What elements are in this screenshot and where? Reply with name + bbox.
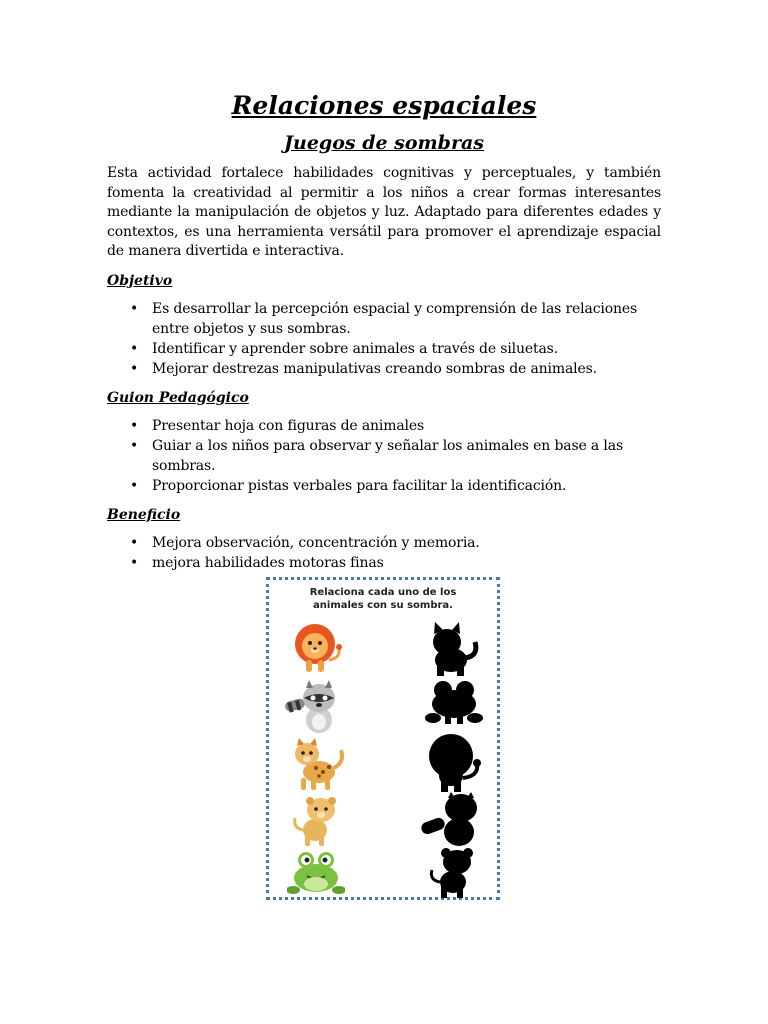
bullet-icon: • — [130, 437, 139, 454]
bullet-icon: • — [130, 360, 139, 377]
list-item-text: Presentar hoja con figuras de animales — [152, 417, 425, 434]
bullet-list — [107, 416, 661, 496]
lion-icon — [289, 620, 345, 676]
bullet-icon: • — [130, 417, 139, 434]
list-item — [107, 553, 661, 573]
raccoon-icon — [285, 680, 343, 736]
frog-shadow-icon — [425, 680, 483, 728]
section-beneficio — [107, 506, 661, 573]
list-item — [107, 533, 661, 553]
worksheet-title-line: Relaciona cada uno de los — [309, 587, 457, 598]
cub-shadow-icon — [429, 846, 481, 900]
bullet-list — [107, 299, 661, 379]
list-item — [107, 416, 661, 436]
list-item — [107, 476, 661, 496]
leopard-icon — [289, 738, 347, 792]
lion-cub-icon — [291, 794, 343, 848]
cat-shadow-icon — [425, 622, 481, 678]
list-item-text: Mejora observación, concentración y memoria. — [152, 534, 480, 551]
page-title: Relaciones espaciales — [231, 91, 537, 120]
list-item — [107, 436, 661, 476]
list-item-text: Guiar a los niños para observar y señalar los animales en base a las sombras. — [152, 437, 623, 474]
list-item-text: Mejorar destrezas manipulativas creando sombras de animales. — [152, 360, 597, 377]
section-guion — [107, 389, 661, 496]
frog-icon — [287, 848, 345, 896]
lion-shadow-icon — [427, 732, 483, 794]
list-item-text: mejora habilidades motoras finas — [152, 554, 384, 571]
list-item — [107, 339, 661, 359]
worksheet-title-line: animales con su sombra. — [313, 600, 453, 611]
bullet-icon: • — [130, 300, 139, 317]
intro-paragraph: Esta actividad fortalece habilidades cognitivas y perceptuales, y también fomenta la creatividad al permitir a los niños a crear formas interesantes mediante la manipulación de objetos y luz. Adaptado para diferentes edades y contextos, es una herramienta versátil para promover el aprendizaje espacial de manera divertida e interactiva. — [107, 165, 661, 259]
bullet-icon: • — [130, 534, 139, 551]
list-item-text: Proporcionar pistas verbales para facilitar la identificación. — [152, 477, 567, 494]
list-item — [107, 359, 661, 379]
page-subtitle: Juegos de sombras — [284, 132, 484, 154]
list-item-text: Identificar y aprender sobre animales a través de siluetas. — [152, 340, 558, 357]
worksheet-title — [269, 586, 497, 612]
list-item — [107, 299, 661, 339]
section-objetivo — [107, 272, 661, 379]
list-item-text: Es desarrollar la percepción espacial y comprensión de las relaciones entre objetos y sus sombras. — [152, 300, 638, 337]
document-page — [107, 88, 661, 573]
section-heading: Guion Pedagógico — [107, 389, 249, 406]
bullet-list — [107, 533, 661, 573]
bullet-icon: • — [130, 477, 139, 494]
bullet-icon: • — [130, 340, 139, 357]
raccoon-shadow-icon — [421, 792, 483, 848]
bullet-icon: • — [130, 554, 139, 571]
section-heading: Beneficio — [107, 506, 181, 523]
section-heading: Objetivo — [107, 272, 173, 289]
shadow-worksheet-image — [266, 577, 500, 900]
